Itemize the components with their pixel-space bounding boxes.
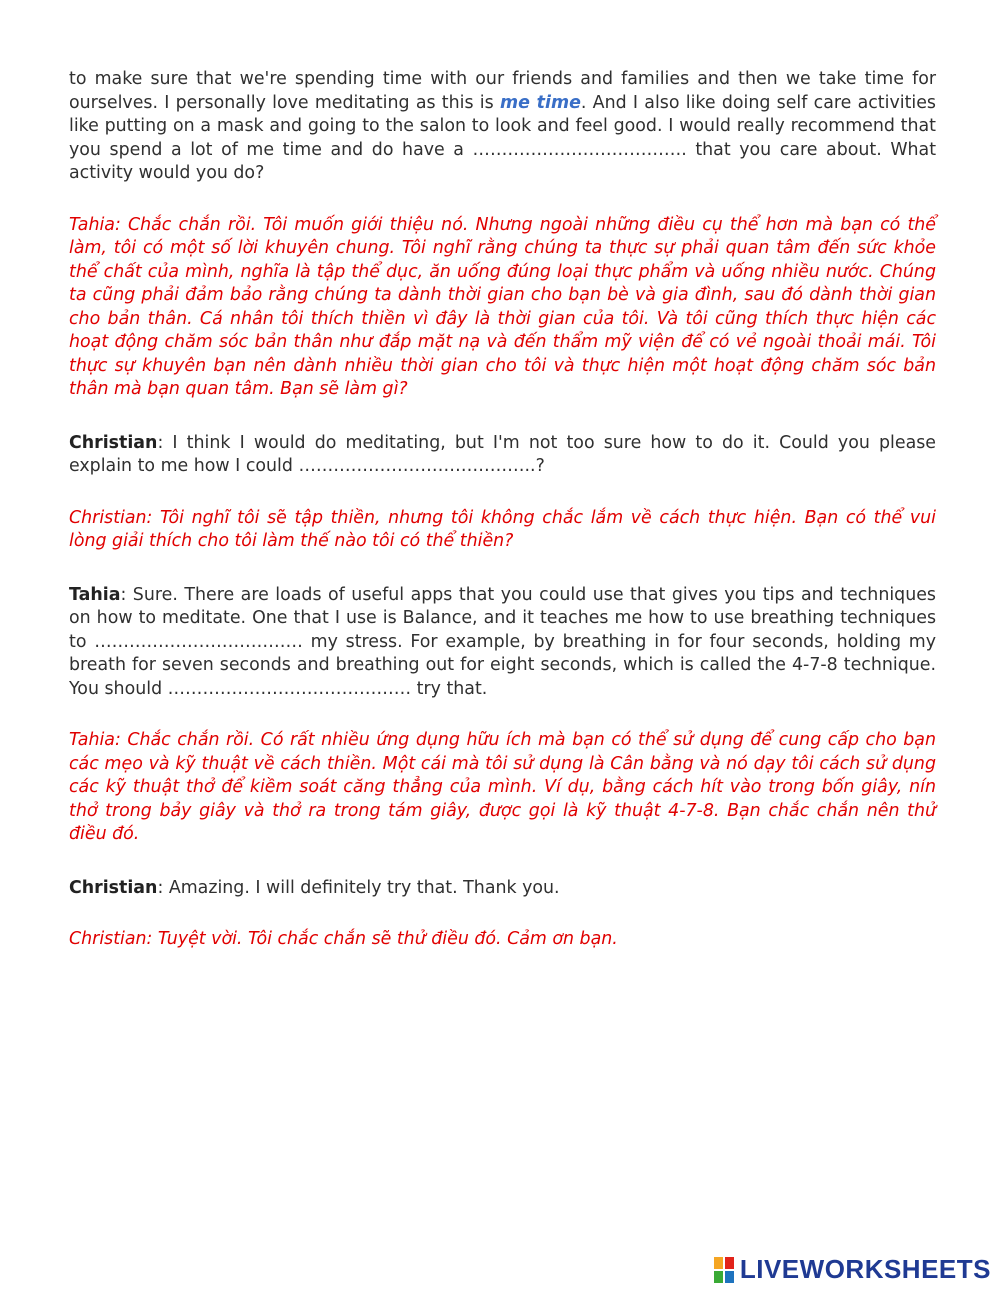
liveworksheets-logo-icon xyxy=(714,1257,736,1283)
text: that you care about. What activity would you do? xyxy=(69,139,937,183)
blank-answer-4[interactable]: …………………………………… xyxy=(167,678,412,699)
text: : Amazing. I will definitely try that. Thank you. xyxy=(157,877,560,898)
vietnamese-translation-3: Tahia: Chắc chắn rồi. Có rất nhiều ứng dụng hữu ích mà bạn có thể sử dụng để cung cấp cho bạn các mẹo và kỹ thuật về cách thiền. Một cái mà tôi sử dụng là Cân bằng và nó dạy tôi cách sử dụng các kỹ thuật thở để kiềm soát căng thẳng của mình. Ví dụ, bằng cách hít vào trong bốn giây, nín thở trong bảy giây và thở ra trong tám giây, được gọi là kỹ thuật 4-7-8. Bạn chắc chắn nên thử điều đó. xyxy=(69,730,936,844)
logo-square-blue xyxy=(725,1271,734,1283)
speaker-name: Tahia xyxy=(69,584,121,605)
paragraph-christian-2 xyxy=(69,877,936,901)
spacer xyxy=(69,554,936,584)
liveworksheets-logo-text: LIVEWORKSHEETS xyxy=(739,1254,991,1284)
text: : Sure. There are loads of useful apps that you could use that gives you tips and techniques on how to meditate. One that I use is Balance, and it teaches me how to use breathing techniques to xyxy=(69,584,936,652)
blank-answer-1[interactable]: ………………………………. xyxy=(472,139,687,160)
spacer xyxy=(69,479,936,507)
speaker-name: Christian xyxy=(69,432,158,453)
text: ? xyxy=(535,456,545,476)
vietnamese-translation-4: Christian: Tuyệt vời. Tôi chắc chắn sẽ thử điều đó. Cảm ơn bạn. xyxy=(69,929,618,949)
spacer xyxy=(69,847,936,877)
text: . And I also like doing self care activities like putting on a mask and going to the salon to look and feel good. I would really recommend that you spend a lot of me time and do have a xyxy=(69,92,936,160)
text: : I think I would do meditating, but I'm not too sure how to do it. Could you please explain to me how I could xyxy=(69,432,936,476)
paragraph-tahia-continued xyxy=(69,68,936,186)
vietnamese-translation-2: Christian: Tôi nghĩ tôi sẽ tập thiền, nhưng tôi không chắc lắm về cách thực hiện. Bạn có thể vui lòng giải thích cho tôi làm thế nào tôi có thể thiền? xyxy=(69,507,936,551)
vietnamese-translation-1: Tahia: Chắc chắn rồi. Tôi muốn giới thiệu nó. Nhưng ngoài những điều cụ thể hơn mà bạn có thể làm, tôi có một số lời khuyên chung. Tôi nghĩ rằng chúng ta thực sự phải quan tâm đến sức khỏe thể chất của mình, nghĩa là tập thể dục, ăn uống đúng loại thực phẩm và uống nhiều nước. Chúng ta cũng phải đảm bảo rằng chúng ta dành thời gian cho bạn bè và gia đình, sau đó dành thời gian cho bản thân. Cá nhân tôi thích thiền vì đây là thời gian của tôi. Và tôi cũng thích thực hiện các hoạt động chăm sóc bản thân như đắp mặt nạ và đến thẩm mỹ viện để có vẻ ngoài thoải mái. Tôi thực sự khuyên bạn nên dành nhiều thời gian cho tôi và thực hiện một hoạt động chăm sóc bản thân mà bạn quan tâm. Bạn sẽ làm gì? xyxy=(69,214,936,399)
liveworksheets-logo[interactable] xyxy=(714,1254,991,1285)
speaker-name: Christian xyxy=(69,877,158,898)
spacer xyxy=(69,701,936,729)
text: my stress. For example, by breathing in for four seconds, holding my breath for seven seconds and breathing out for eight seconds, which is called the 4-7-8 technique. You should xyxy=(69,631,936,699)
me-time-highlight: me time xyxy=(499,92,581,113)
logo-square-red xyxy=(725,1257,734,1269)
blank-answer-3[interactable]: ……………………………… xyxy=(94,631,303,652)
worksheet-page xyxy=(69,68,936,952)
paragraph-christian-1 xyxy=(69,432,936,479)
logo-square-orange xyxy=(714,1257,723,1269)
blank-answer-2[interactable]: ………………………………….. xyxy=(298,456,536,476)
spacer xyxy=(69,186,936,214)
text: try that. xyxy=(411,678,488,699)
logo-square-green xyxy=(714,1271,723,1283)
spacer xyxy=(69,402,936,432)
paragraph-tahia-2 xyxy=(69,584,936,702)
text: to make sure that we're spending time with our friends and families and then we take time for ourselves. I personally love meditating as this is xyxy=(69,69,936,113)
spacer xyxy=(69,900,936,928)
